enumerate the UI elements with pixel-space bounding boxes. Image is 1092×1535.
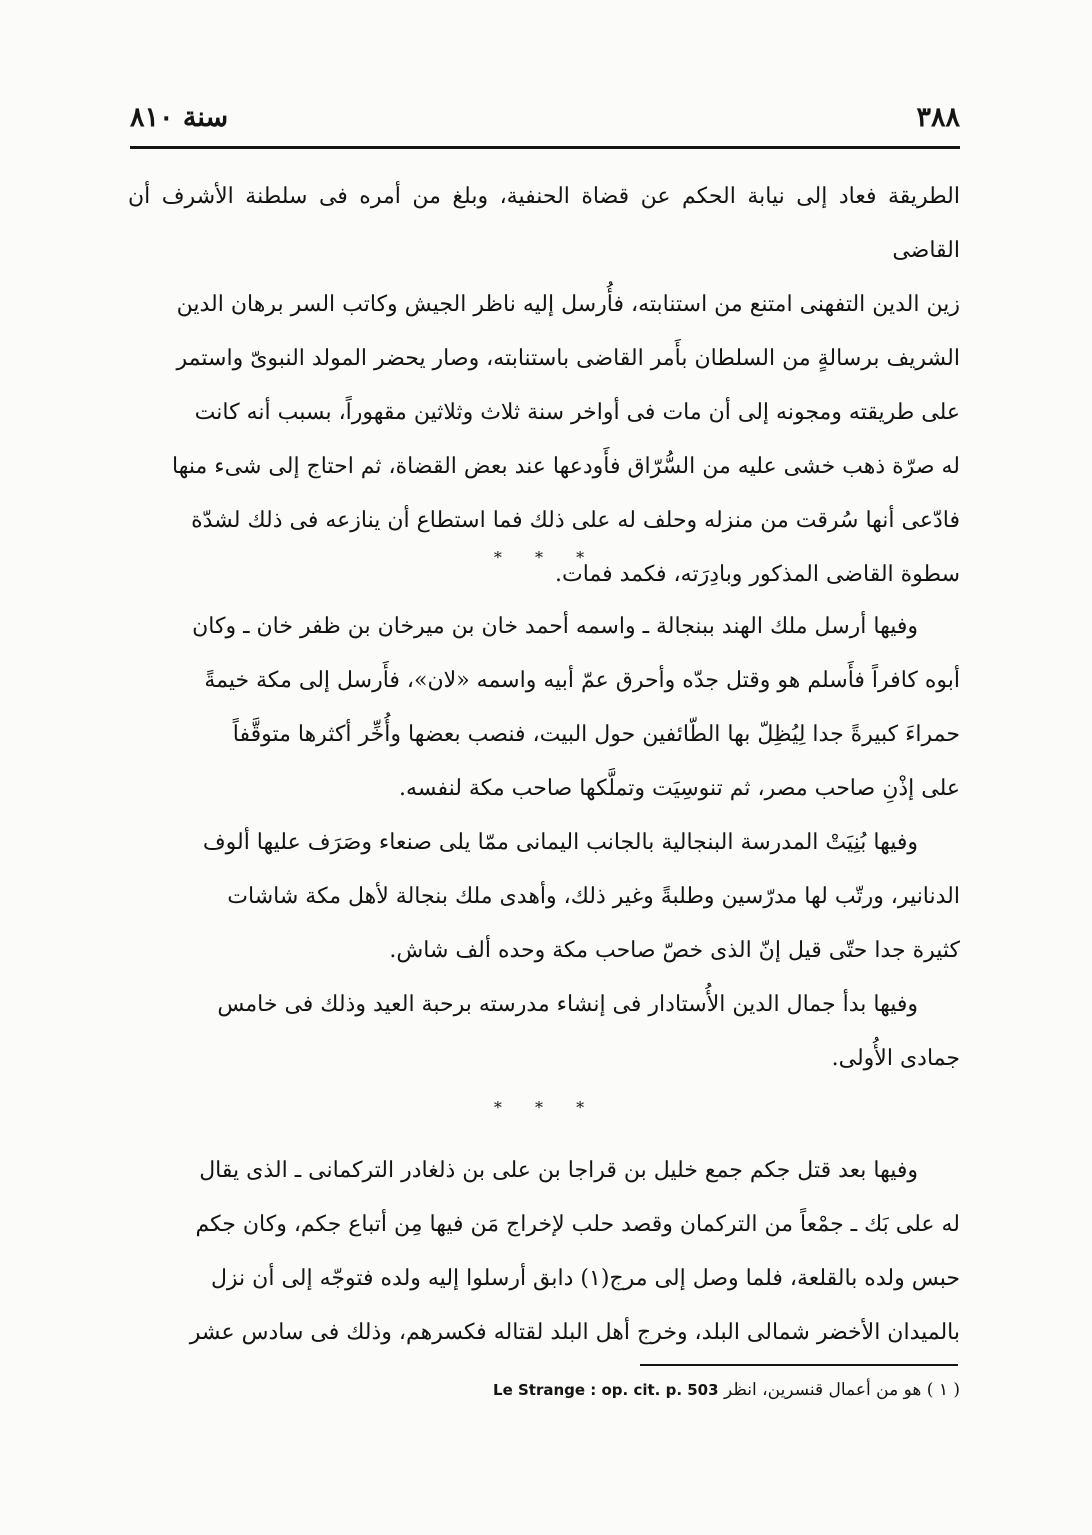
section-separator: * * * (493, 548, 599, 567)
text-line: وفيها أرسل ملك الهند ببنجالة ـ واسمه أحمد خان بن ميرخان بن ظفر خان ـ وكان (192, 614, 918, 639)
text-line: جمادى الأُولى. (831, 1046, 960, 1071)
footnote-marker: ( ١ ) (926, 1380, 960, 1400)
text-line: على إذْنِ صاحب مصر، ثم تنوسِيَت وتملَّكها صاحب مكة لنفسه. (399, 776, 960, 801)
text-line: الدنانير، ورتّب لها مدرّسين وطلبةً وغير ذلك، وأهدى ملك بنجالة لأهل مكة شاشات (227, 884, 960, 909)
text-line: وفيها بعد قتل جكم جمع خليل بن قراجا بن على بن ذلغادر التركمانى ـ الذى يقال (199, 1158, 918, 1183)
text-line: وفيها بُنِيَتْ المدرسة البنجالية بالجانب اليمانى ممّا يلى صنعاء وصَرَف عليها ألوف (202, 830, 918, 855)
running-header (130, 92, 960, 142)
text-line: له على بَك ـ جمْعاً من التركمان وقصد حلب لإخراج مَن فيها مِن أتباع جكم، وكان جكم (195, 1212, 960, 1237)
page-number: ٣٨٨ (916, 101, 960, 133)
text-line: بالميدان الأخضر شمالى البلد، وخرج أهل البلد لقتاله فكسرهم، وذلك فى سادس عشر (189, 1320, 960, 1345)
text-line: فادّعى أنها سُرقت من منزله وحلف له على ذلك فما استطاع أن ينازعه فى ذلك لشدّة (191, 508, 960, 533)
text-line: حبس ولده بالقلعة، فلما وصل إلى مرج(١) دابق أرسلوا إليه ولده فتوجّه إلى أن نزل (210, 1266, 960, 1291)
text-line: الطريقة فعاد إلى نيابة الحكم عن قضاة الحنفية، وبلغ من أمره فى سلطنة الأشرف أن القاضى (128, 184, 960, 263)
header-rule (130, 146, 960, 149)
footnote-rule (640, 1364, 958, 1366)
text-line: زين الدين التفهنى امتنع من استنابته، فأُرسل إليه ناظر الجيش وكاتب السر برهان الدين (176, 292, 960, 317)
section-1 (128, 170, 960, 602)
year-heading: سنة ٨١٠ (130, 101, 229, 133)
text-line: أبوه كافراً فأَسلم هو وقتل جدّه وأحرق عمّ أبيه واسمه «لان»، فأَرسل إلى مكة خيمةً (204, 668, 960, 693)
section-3 (128, 1144, 960, 1360)
text-line: كثيرة جدا حتّى قيل إنّ الذى خصّ صاحب مكة وحده ألف شاش. (389, 938, 960, 963)
footnote (400, 1380, 960, 1400)
section-2 (128, 600, 960, 1086)
text-line: حمراءَ كبيرةً جدا لِيُظِلّ بها الطّائفين حول البيت، فنصب بعضها وأُخِّر أكثرها متوقَّفاً (232, 722, 960, 747)
section-separator: * * * (493, 1098, 599, 1117)
footnote-citation: Le Strange : op. cit. p. 503 (493, 1381, 719, 1399)
text-line: وفيها بدأ جمال الدين الأُستادار فى إنشاء مدرسته برحبة العيد وذلك فى خامس (217, 992, 918, 1017)
text-line: على طريقته ومجونه إلى أن مات فى أواخر سنة ثلاث وثلاثين مقهوراً، بسبب أنه كانت (194, 400, 960, 425)
text-line: له صرّة ذهب خشى عليه من السُّرّاق فأَودعها عند بعض القضاة، ثم احتاج إلى شىء منها (172, 454, 960, 479)
text-line: سطوة القاضى المذكور وبادِرَته، فكمد فمات. (554, 562, 960, 587)
footnote-text: هو من أعمال قنسرين، انظر (723, 1380, 922, 1400)
text-line: الشريف برسالةٍ من السلطان بأَمر القاضى باستنابته، وصار يحضر المولد النبوىّ واستمر (176, 346, 960, 371)
